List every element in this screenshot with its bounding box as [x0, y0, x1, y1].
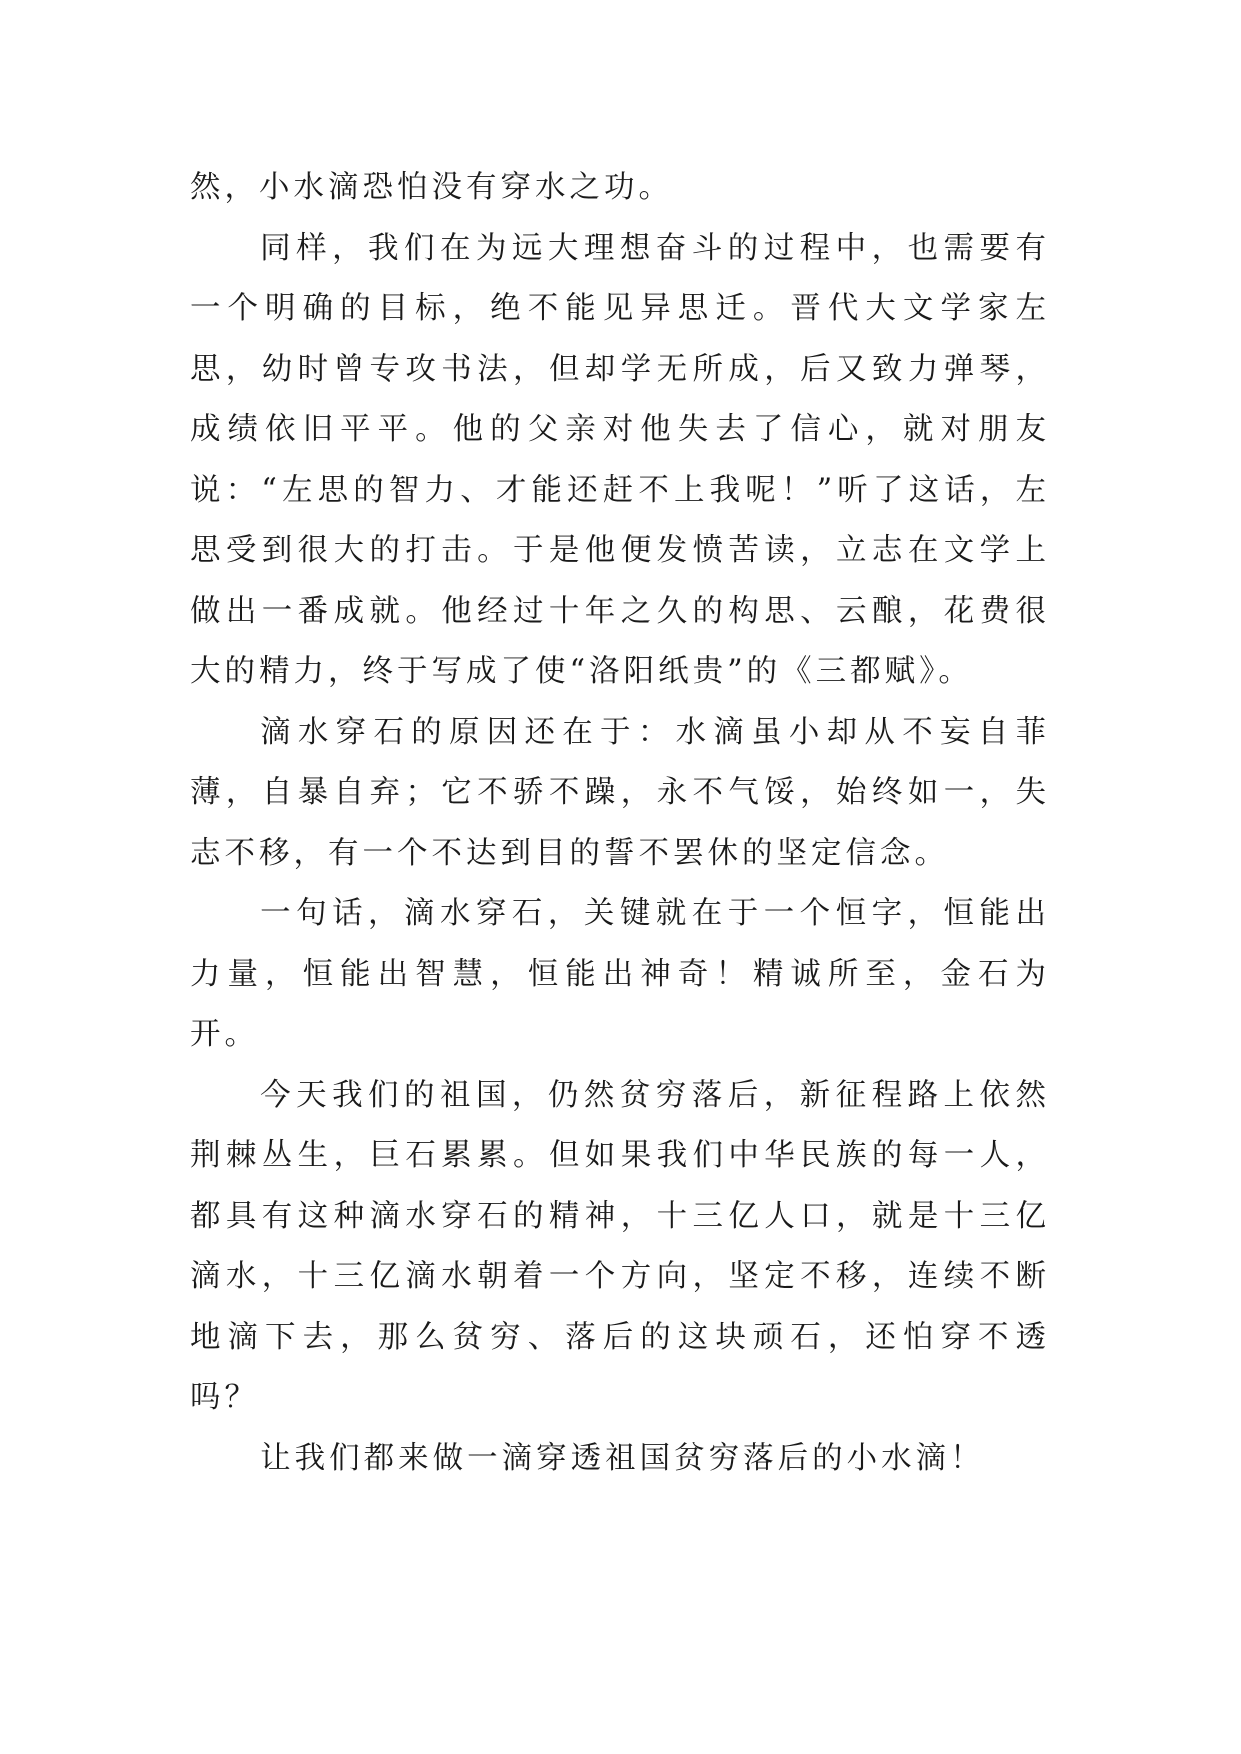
paragraph-perseverance: 一句话，滴水穿石，关键就在于一个恒字，恒能出力量，恒能出智慧，恒能出神奇！精诚所至，金石为开。 [190, 896, 1050, 1052]
document-body [190, 158, 1050, 1489]
paragraph-water-drop-reason: 滴水穿石的原因还在于：水滴虽小却从不妄自菲薄，自暴自弃；它不骄不躁，永不气馁，始终如一，失志不移，有一个不达到目的誓不罢休的坚定信念。 [190, 714, 1050, 871]
paragraph-zuo-si-story: 同样，我们在为远大理想奋斗的过程中，也需要有一个明确的目标，绝不能见异思迁。晋代大文学家左思，幼时曾专攻书法，但却学无所成，后又致力弹琴，成绩依旧平平。他的父亲对他失去了信心，就对朋友说：“左思的智力、才能还赶不上我呢！”听了这话，左思受到很大的打击。于是他便发愤苦读，立志在文学上做出一番成就。他经过十年之久的构思、云酿，花费很大的精力，终于写成了使“洛阳纸贵”的《三都赋》。 [190, 230, 1050, 689]
paragraph-motherland: 今天我们的祖国，仍然贫穷落后，新征程路上依然荆棘丛生，巨石累累。但如果我们中华民族的每一人，都具有这种滴水穿石的精神，十三亿人口，就是十三亿滴水，十三亿滴水朝着一个方向，坚定不移，连续不断地滴下去，那么贫穷、落后的这块顽石，还怕穿不透吗？ [190, 1077, 1050, 1415]
paragraph-closing-call: 让我们都来做一滴穿透祖国贫穷落后的小水滴！ [260, 1440, 985, 1476]
paragraph-continuation: 然，小水滴恐怕没有穿水之功。 [190, 170, 673, 205]
